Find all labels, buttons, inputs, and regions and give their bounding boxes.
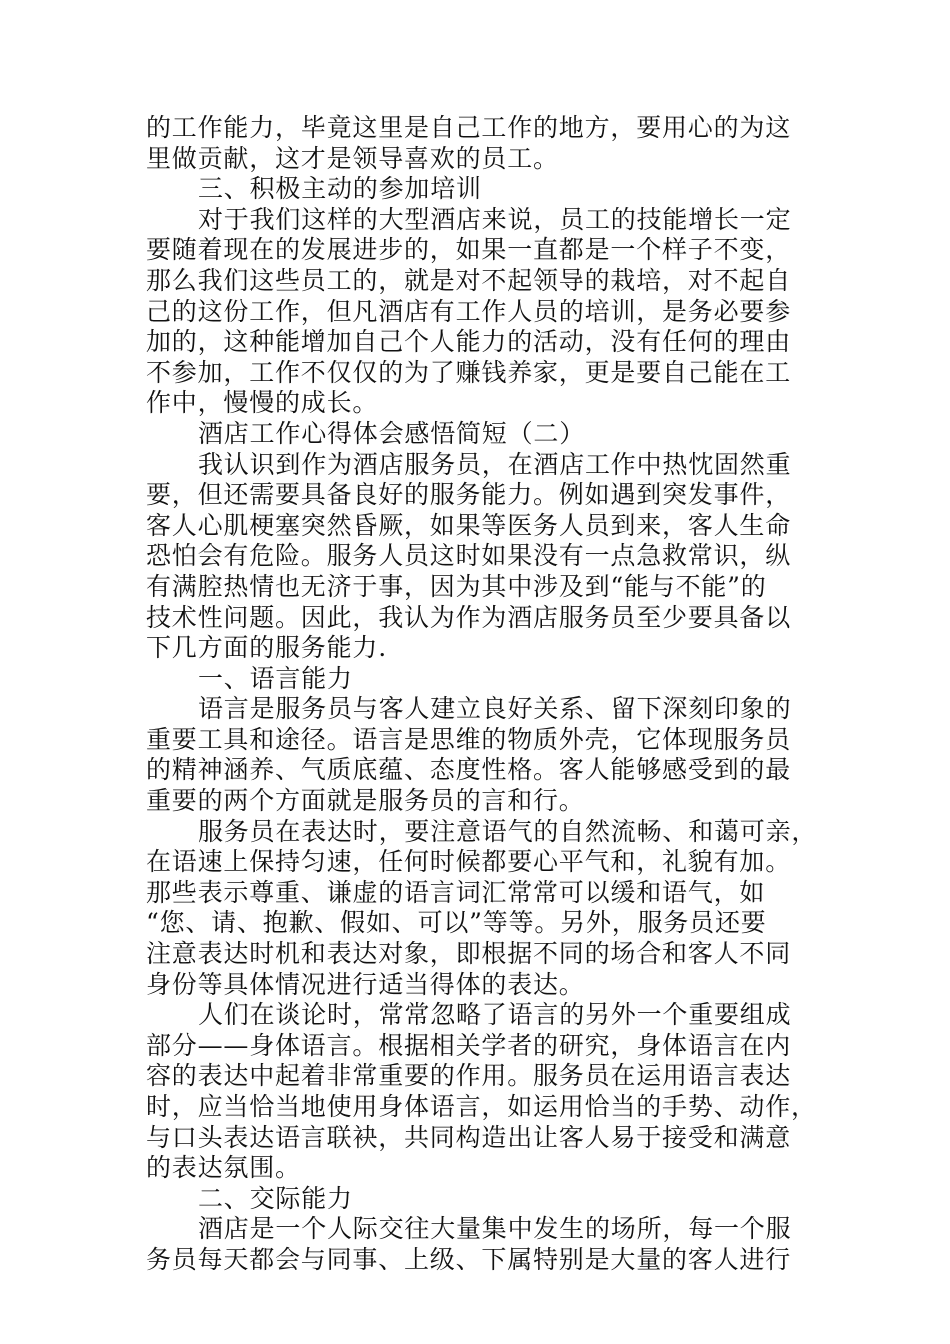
text-line: 的精神涵养、气质底蕴、态度性格。客人能够感受到的最 — [146, 755, 792, 785]
section-heading: 二、交际能力 — [198, 1183, 353, 1213]
body-text — [146, 113, 818, 1276]
text-line: 不参加，工作不仅仅的为了赚钱养家，更是要自己能在工 — [146, 357, 792, 387]
text-line: 容的表达中起着非常重要的作用。服务员在运用语言表达 — [146, 1061, 792, 1091]
section-heading: 三、积极主动的参加培训 — [198, 174, 482, 204]
text-line: 在语速上保持匀速，任何时候都要心平气和，礼貌有加。 — [146, 847, 792, 877]
paragraph-start: 服务员在表达时，要注意语气的自然流畅、和蔼可亲， — [198, 816, 818, 846]
text-line: 身份等具体情况进行适当得体的表达。 — [146, 969, 585, 999]
text-line: 客人心肌梗塞突然昏厥，如果等医务人员到来，客人生命 — [146, 510, 792, 540]
text-line: 要，但还需要具备良好的服务能力。例如遇到突发事件， — [146, 480, 792, 510]
paragraph-start: 人们在谈论时，常常忽略了语言的另外一个重要组成 — [198, 1000, 792, 1030]
text-line: 部分——身体语言。根据相关学者的研究，身体语言在内 — [146, 1030, 792, 1060]
text-line: 与口头表达语言联袂，共同构造出让客人易于接受和满意 — [146, 1122, 792, 1152]
paragraph-start: 我认识到作为酒店服务员，在酒店工作中热忱固然重 — [198, 449, 792, 479]
paragraph-start: 酒店是一个人际交往大量集中发生的场所，每一个服 — [198, 1214, 792, 1244]
text-line: 加的，这种能增加自己个人能力的活动，没有任何的理由 — [146, 327, 792, 357]
text-line: 那些表示尊重、谦虚的语言词汇常常可以缓和语气，如 — [146, 877, 766, 907]
text-line: 那么我们这些员工的，就是对不起领导的栽培，对不起自 — [146, 265, 792, 295]
text-line: 技术性问题。因此，我认为作为酒店服务员至少要具备以 — [146, 602, 792, 632]
text-line: 里做贡献，这才是领导喜欢的员工。 — [146, 143, 559, 173]
text-line: 作中，慢慢的成长。 — [146, 388, 379, 418]
text-line: 时，应当恰当地使用身体语言，如运用恰当的手势、动作， — [146, 1092, 817, 1121]
paragraph-start: 对于我们这样的大型酒店来说，员工的技能增长一定 — [198, 204, 792, 234]
text-line: 要随着现在的发展进步的，如果一直都是一个样子不变， — [146, 235, 792, 265]
text-line: 的表达氛围。 — [146, 1153, 301, 1183]
section-heading: 一、语言能力 — [198, 663, 353, 693]
text-line: “您、请、抱歉、假如、可以”等等。另外，服务员还要 — [146, 908, 767, 938]
article-subtitle: 酒店工作心得体会感悟简短（二） — [198, 418, 586, 448]
text-line: 务员每天都会与同事、上级、下属特别是大量的客人进行 — [146, 1244, 792, 1274]
text-line: 重要工具和途径。语言是思维的物质外壳，它体现服务员 — [146, 724, 792, 754]
text-line: 下几方面的服务能力. — [146, 633, 387, 663]
text-line: 己的这份工作，但凡酒店有工作人员的培训，是务必要参 — [146, 296, 792, 326]
paragraph-start: 语言是服务员与客人建立良好关系、留下深刻印象的 — [198, 694, 792, 724]
text-line: 的工作能力，毕竟这里是自己工作的地方，要用心的为这 — [146, 113, 792, 142]
text-line: 恐怕会有危险。服务人员这时如果没有一点急救常识，纵 — [146, 541, 792, 571]
text-line: 重要的两个方面就是服务员的言和行。 — [146, 786, 585, 816]
text-line: 有满腔热情也无济于事，因为其中涉及到“能与不能”的 — [146, 571, 767, 601]
text-line: 注意表达时机和表达对象，即根据不同的场合和客人不同 — [146, 939, 792, 969]
